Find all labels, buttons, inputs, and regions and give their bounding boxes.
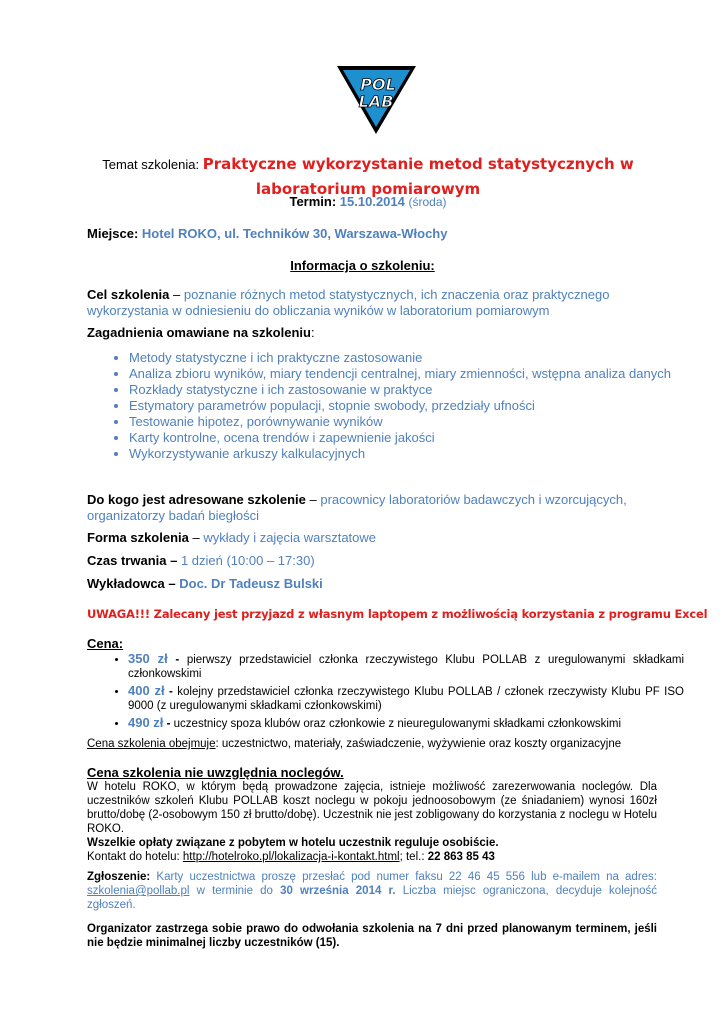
obejmuje-text: : uczestnictwo, materiały, zaświadczenie, wyżywienie oraz koszty organizacyjne [215,738,622,750]
zgloszenie-text1: Karty uczestnictwa proszę przesłać pod numer faksu 22 46 45 556 lub e-mailem na adres: [150,871,657,883]
noclegi-bold: Wszelkie opłaty związane z pobytem w hotelu uczestnik reguluje osobiście. [87,837,499,849]
list-item [128,716,684,731]
price-list [100,652,684,734]
training-place [87,226,447,241]
czas-label: Czas trwania – [87,553,181,568]
price-heading: Cena: [87,636,124,651]
wykladowca-label: Wykładowca – [87,576,180,591]
termin-label: Termin: [289,194,340,209]
topics-list [105,350,689,462]
cel-text: poznanie różnych metod statystycznych, ich znaczenia oraz praktycznego wykorzystania w odniesieniu do obliczania wyników w laboratorium pomiarowym [87,287,610,318]
list-item: • Analiza zbioru wyników, miary tendencji centralnej, miary zmienności, wstępna analiza danych [129,366,689,382]
duration-section [87,553,647,569]
hotel-contact-link[interactable]: http://hotelroko.pl/lokalizacja-i-kontakt.html [182,851,400,863]
zagadnienia-colon: : [310,325,315,340]
zgloszenie-text3: Liczba miejsc ograniczona, decyduje kolejność zgłoszeń. [87,885,657,911]
zgloszenie-deadline: 30 września 2014 r. [280,885,396,897]
list-item: • Karty kontrolne, ocena trendów i zapewnienie jakości [129,430,689,446]
adresowane-label: Do kogo jest adresowane szkolenie [87,492,306,507]
wykladowca-text: Doc. Dr Tadeusz Bulski [179,576,323,591]
price-text: pierwszy przedstawiciel członka rzeczywistego Klubu POLLAB z uregulowanymi składkami członkowskimi [128,654,684,680]
audience-section [87,492,647,524]
price-includes [87,737,657,751]
czas-text: 1 dzień (10:00 – 17:30) [180,553,315,568]
pollab-logo [332,60,418,136]
forma-label: Forma szkolenia [87,530,189,545]
price-amount: 400 zł [128,683,165,698]
miejsce-value: Hotel ROKO, ul. Techników 30, Warszawa-Włochy [141,226,448,241]
organizer-note: Organizator zastrzega sobie prawo do odwołania szkolenia na 7 dni przed planowanym terminem, jeśli nie będzie minimalnej liczby uczestników (15). [87,923,657,949]
list-item [128,652,684,681]
logo-text-lab: LAB [358,92,394,111]
accommodation-heading: Cena szkolenia nie uwzględnia noclegów. [87,765,344,780]
forma-text: wykłady i zajęcia warsztatowe [203,530,377,545]
cel-dash: – [169,287,184,302]
form-section [87,530,647,546]
lecturer-section [87,576,647,592]
tel-label: ; tel.: [399,851,428,863]
adresowane-text: pracownicy laboratoriów badawczych i wzorcujących, organizatorzy badań biegłości [87,492,627,523]
topic-title: Praktyczne wykorzystanie metod statystycznych w laboratorium pomiarowym [202,155,634,198]
list-item: • Estymatory parametrów populacji, stopnie swobody, przedziały ufności [129,398,689,414]
cel-label: Cel szkolenia [87,287,170,302]
accommodation-section [87,780,657,864]
list-item: • Wykorzystywanie arkuszy kalkulacyjnych [129,446,689,462]
warning-note: UWAGA!!! Zalecany jest przyjazd z własnym laptopem z możliwością korzystania z programu Excel [87,607,708,621]
termin-date: 15.10.2014 [339,194,405,209]
zgloszenie-label: Zgłoszenie: [87,871,151,883]
registration-section [87,870,657,912]
list-item: • Rozkłady statystyczne i ich zastosowanie w praktyce [129,382,689,398]
info-heading: Informacja o szkoleniu: [290,258,435,273]
price-text: kolejny przedstawiciel członka rzeczywistego Klubu POLLAB / członek rzeczywisty Klubu PF ISO 9000 (z uregulowanymi składkami członkowskimi) [128,686,684,712]
noclegi-text: W hotelu ROKO, w którym będą prowadzone zajęcia, istnieje możliwość zarezerwowania noclegów. Dla uczestników szkoleń Klubu POLLAB koszt noclegu w pokoju jednoosobowym (ze śniadaniem) wynosi 160zł brutto/dobę (2-osobowym 150 zł brutto/dobę). Uczestnik nie jest zobligowany do korzystania z noclegu w Hotelu ROKO. [87,781,657,835]
price-sep: - [164,686,178,698]
goal-section [87,287,647,319]
logo-text-pol: POL [360,75,396,94]
obejmuje-label: Cena szkolenia obejmuje [87,738,216,750]
price-sep: - [163,718,174,730]
zgloszenie-text2: w terminie do [189,885,281,897]
price-text: uczestnicy spoza klubów oraz członkowie z nieuregulowanymi składkami członkowskimi [173,718,622,730]
price-sep: - [167,654,187,666]
zagadnienia-label: Zagadnienia omawiane na szkoleniu [87,325,311,340]
email-link[interactable]: szkolenia@pollab.pl [87,885,190,897]
training-date [88,194,648,209]
price-amount: 490 zł [128,715,164,730]
termin-day: (środa) [408,195,447,209]
price-amount: 350 zł [128,651,168,666]
list-item [128,684,684,713]
hotel-phone: 22 863 85 43 [427,851,495,863]
miejsce-label: Miejsce: [87,226,142,241]
contact-label: Kontakt do hotelu: [87,851,183,863]
topics-heading [87,325,647,341]
topic-label: Temat szkolenia: [102,157,203,172]
list-item: • Testowanie hipotez, porównywanie wyników [129,414,689,430]
adresowane-dash: – [305,492,321,507]
forma-dash: – [188,530,204,545]
list-item: • Metody statystyczne i ich praktyczne zastosowanie [129,350,689,366]
